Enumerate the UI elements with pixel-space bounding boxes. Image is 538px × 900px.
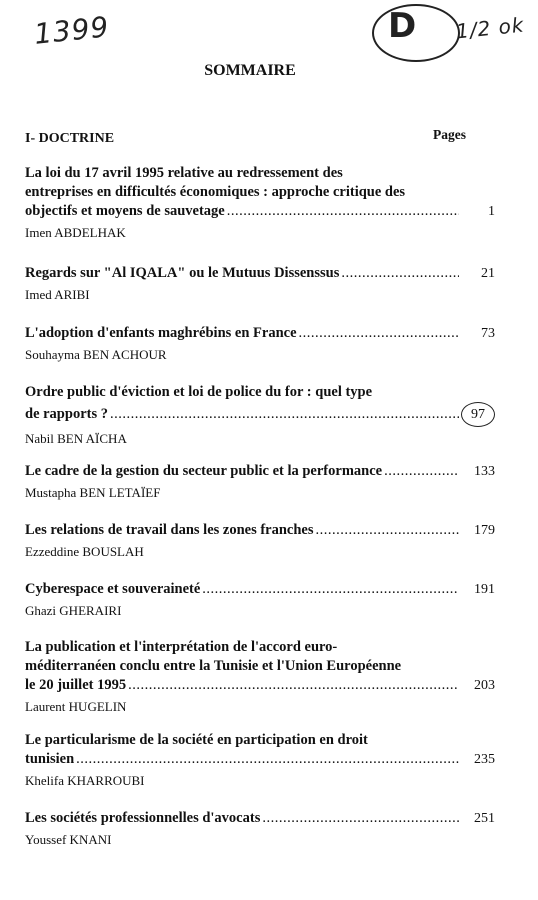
page-title: SOMMAIRE [204,62,296,79]
dot-leader [227,202,459,221]
page-number: 179 [474,523,495,538]
entry-title [25,731,495,769]
author-name: Imed ARIBI [25,287,90,302]
toc-entry [25,324,495,363]
title-line: entreprises en difficultés économiques : approche critique des [25,184,406,200]
author-name: Mustapha BEN LETAÏEF [25,485,161,500]
author-name: Imen ABDELHAK [25,225,126,240]
page-number [461,402,495,427]
author-name: Souhayma BEN ACHOUR [25,347,167,362]
dot-leader [202,580,459,599]
toc-entry [25,809,495,848]
entry-title [25,264,495,283]
toc-entry [25,521,495,560]
title-line: de rapports ? [25,406,108,422]
page-number: 203 [474,678,495,693]
dot-leader [262,809,459,828]
title-line: Le cadre de la gestion du secteur public et la performance [25,463,383,479]
entry-title [25,324,495,343]
dot-leader [110,405,459,424]
author-name: Laurent HUGELIN [25,699,127,714]
page-number: 21 [481,266,495,281]
toc-entry [25,164,495,241]
page-number: 191 [474,582,495,597]
title-line: le 20 juillet 1995 [25,677,127,693]
author-name: Youssef KNANI [25,832,112,847]
handwritten-number: 1399 [32,10,111,51]
entry-title [25,164,495,221]
title-line: Ordre public d'éviction et loi de police du for : quel type [25,384,373,400]
toc-entry [25,580,495,619]
author-name: Ghazi GHERAIRI [25,603,122,618]
entry-title [25,809,495,828]
title-line: La loi du 17 avril 1995 relative au redressement des [25,165,343,181]
pages-column-label: Pages [433,127,466,142]
page-number: 235 [474,752,495,767]
toc-entry [25,638,495,715]
toc-entry [25,264,495,303]
entry-title [25,462,495,481]
handwritten-note: 1/2 ok [454,12,526,44]
title-line: La publication et l'interprétation de l'accord euro- [25,639,338,655]
author-name: Khelifa KHARROUBI [25,773,145,788]
author-name: Nabil BEN AÏCHA [25,431,127,446]
author-name: Ezzeddine BOUSLAH [25,544,144,559]
title-line: Cyberespace et souveraineté [25,581,201,597]
dot-leader [316,521,459,540]
entry-title [25,521,495,540]
circled-page-number: 97 [461,402,495,427]
page-number: 251 [474,811,495,826]
title-line: L'adoption d'enfants maghrébins en France [25,325,297,341]
entry-title [25,638,495,695]
dot-leader [76,750,459,769]
title-line: Les sociétés professionnelles d'avocats [25,810,261,826]
entry-title [25,580,495,599]
title-line: objectifs et moyens de sauvetage [25,203,225,219]
dot-leader [341,264,459,283]
stamp-letter: D [388,6,417,46]
page-number: 133 [474,464,495,479]
toc-entry [25,731,495,789]
title-line: tunisien [25,751,75,767]
section-heading: I- DOCTRINE [25,131,115,146]
toc-entry [25,383,495,447]
title-line: Les relations de travail dans les zones franches [25,522,314,538]
dot-leader [299,324,460,343]
page-number: 73 [481,326,495,341]
title-line: Regards sur "Al IQALA" ou le Mutuus Dissenssus [25,265,340,281]
dot-leader [128,676,459,695]
title-line: méditerranéen conclu entre la Tunisie et l'Union Européenne [25,658,402,674]
entry-title [25,383,495,427]
dot-leader [384,462,459,481]
page-number: 1 [488,204,495,219]
title-line: Le particularisme de la société en participation en droit [25,732,368,748]
toc-entry [25,462,495,501]
